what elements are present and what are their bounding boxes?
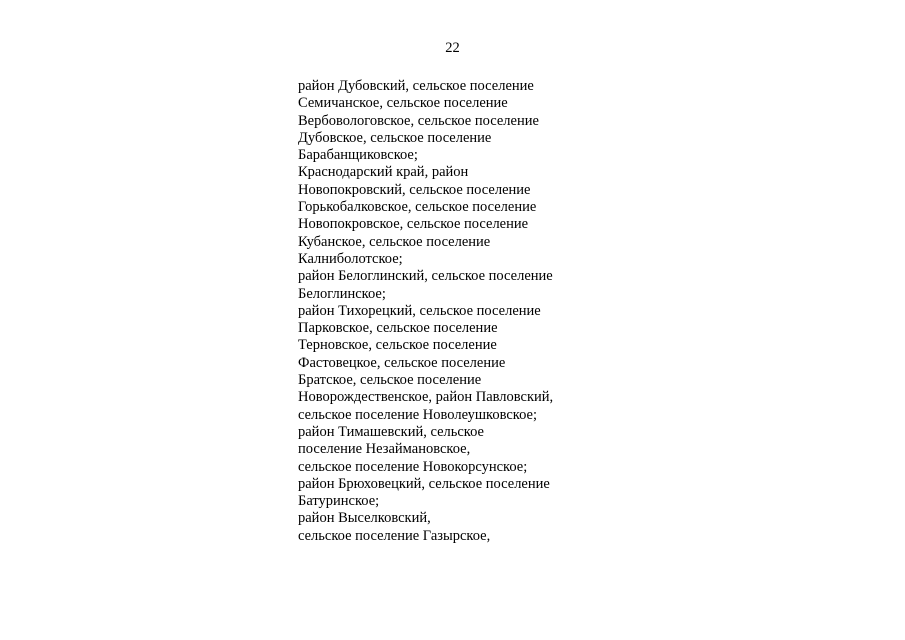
text-line: Парковское, сельское поселение bbox=[298, 320, 498, 337]
text-line: Вербовологовское, сельское поселение bbox=[298, 112, 539, 129]
text-line: район Выселковский, bbox=[298, 510, 431, 527]
page-number: 22 bbox=[445, 40, 460, 56]
text-line: Новорождественское, район Павловский, bbox=[298, 389, 554, 406]
text-line: сельское поселение Газырское, bbox=[298, 527, 491, 544]
text-line: район Белоглинский, сельское поселение bbox=[298, 268, 553, 285]
text-line: Дубовское, сельское поселение bbox=[298, 129, 492, 146]
document-text-block bbox=[298, 78, 553, 545]
text-line: Терновское, сельское поселение bbox=[298, 337, 497, 354]
text-line: Новопокровский, сельское поселение bbox=[298, 181, 531, 198]
text-line: район Тихорецкий, сельское поселение bbox=[298, 302, 541, 319]
text-line: район Брюховецкий, сельское поселение bbox=[298, 475, 550, 492]
text-line: Фастовецкое, сельское поселение bbox=[298, 354, 506, 371]
text-line: сельское поселение Новолеушковское; bbox=[298, 406, 538, 423]
text-line: Новопокровское, сельское поселение bbox=[298, 216, 529, 233]
text-line: Барабанщиковское; bbox=[298, 147, 418, 164]
text-line: Батуринское; bbox=[298, 493, 380, 510]
text-line: район Дубовский, сельское поселение bbox=[298, 78, 534, 94]
text-line: Краснодарский край, район bbox=[298, 164, 469, 181]
text-line: район Тимашевский, сельское bbox=[298, 423, 484, 440]
text-line: поселение Незаймановское, bbox=[298, 441, 471, 458]
text-line: Семичанское, сельское поселение bbox=[298, 95, 508, 112]
text-line: сельское поселение Новокорсунское; bbox=[298, 458, 528, 475]
text-line: Братское, сельское поселение bbox=[298, 372, 482, 389]
text-line: Кубанское, сельское поселение bbox=[298, 233, 491, 250]
text-line: Калниболотское; bbox=[298, 250, 403, 267]
text-line: Белоглинское; bbox=[298, 285, 386, 302]
text-line: Горькобалковское, сельское поселение bbox=[298, 199, 537, 216]
